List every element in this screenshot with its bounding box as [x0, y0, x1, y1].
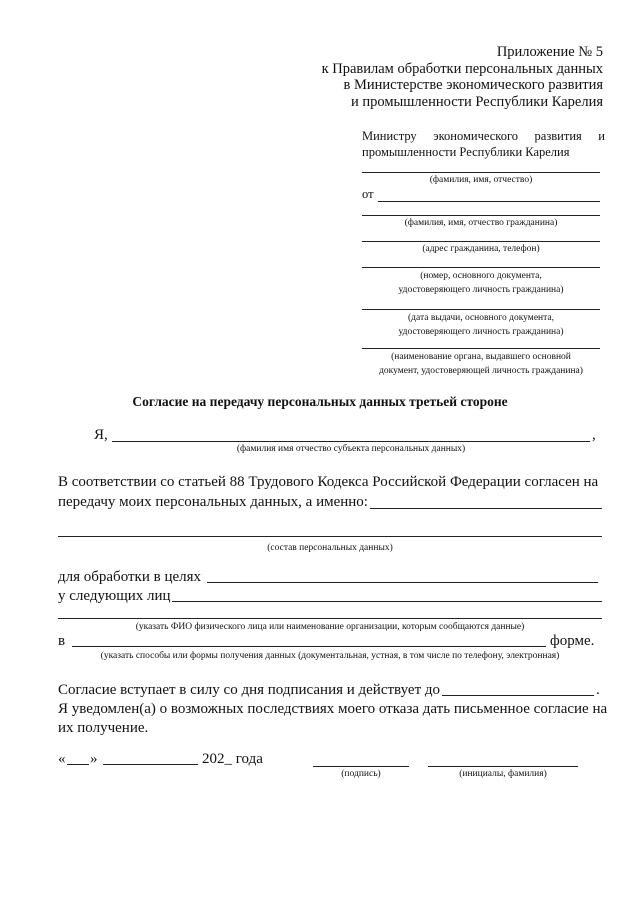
- citizen-name-caption: (фамилия, имя, отчество гражданина): [404, 218, 558, 228]
- para2-text: Согласие вступает в силу со дня подписания и действует до: [58, 682, 441, 698]
- initials-caption: (инициалы, фамилия): [459, 769, 547, 779]
- citizen-name-field-2[interactable]: [362, 215, 600, 216]
- para1-line-1: В соответствии со статьей 88 Трудового Кодекса Российской Федерации согласен на: [58, 474, 599, 490]
- appendix-line-2: к Правилам обработки персональных данных: [321, 60, 603, 77]
- persons-field-1[interactable]: [172, 601, 602, 602]
- appendix-line-3: в Министерстве экономического развития: [343, 77, 603, 93]
- data-list-field-1[interactable]: [370, 508, 602, 509]
- subject-name-field[interactable]: [112, 441, 590, 442]
- subject-name-caption: (фамилия имя отчество субъекта персональных данных): [236, 444, 466, 454]
- issuer-caption-1: (наименование органа, выдавшего основной: [391, 352, 571, 362]
- appendix-line-4: и промышленности Республики Карелия: [350, 93, 603, 110]
- para3-text: Я уведомлен(а) о возможных последствиях моего отказа дать письменное согласие на их получение.: [58, 701, 608, 736]
- composition-caption: (состав персональных данных): [267, 543, 393, 553]
- i-label: Я,: [94, 427, 108, 443]
- appendix-number: Приложение № 5: [496, 44, 603, 60]
- address-caption: (адрес гражданина, телефон): [422, 244, 540, 254]
- address-field[interactable]: [362, 241, 600, 242]
- persons-label: у следующих лиц: [58, 588, 171, 604]
- document-title: Согласие на передачу персональных данных третьей стороне: [132, 394, 508, 409]
- year-label: 202_ года: [202, 751, 263, 767]
- minister-name-field[interactable]: [362, 172, 600, 173]
- citizen-name-field-1[interactable]: [378, 201, 600, 202]
- issuer-caption-2: документ, удостоверяющей личность гражданина): [379, 366, 583, 376]
- minister-name-caption: (фамилия, имя, отчество): [429, 175, 533, 185]
- valid-until-field[interactable]: [442, 695, 594, 696]
- purpose-field[interactable]: [207, 582, 598, 583]
- doc-number-caption-1: (номер, основного документа,: [420, 271, 542, 281]
- in-label: в: [58, 633, 66, 649]
- doc-number-caption-2: удостоверяющего личность гражданина): [398, 285, 564, 295]
- from-label: от: [362, 187, 374, 201]
- methods-field[interactable]: [72, 646, 546, 647]
- i-comma: ,: [592, 427, 596, 443]
- issue-date-field[interactable]: [362, 309, 600, 310]
- persons-field-2[interactable]: [58, 618, 602, 619]
- date-quote-close: »: [90, 751, 98, 767]
- methods-caption: (указать способы или формы получения данных (документальная, устная, в том числе по телефону, электронная): [100, 651, 560, 661]
- addressee-block: [362, 128, 605, 160]
- para1-line-2: передачу моих персональных данных, а именно:: [58, 494, 368, 510]
- issue-date-caption-2: удостоверяющего личность гражданина): [398, 327, 564, 337]
- form-label: форме.: [550, 633, 595, 649]
- para2-dot: .: [596, 682, 600, 698]
- addressee-line-2: промышленности Республики Карелия: [362, 145, 570, 159]
- day-field[interactable]: [67, 764, 89, 765]
- appendix-header: [322, 44, 603, 110]
- issuer-field[interactable]: [362, 348, 600, 349]
- date-quote-open: «: [58, 751, 66, 767]
- doc-number-field[interactable]: [362, 267, 600, 268]
- initials-field[interactable]: [428, 766, 578, 767]
- signature-caption: (подпись): [341, 769, 381, 779]
- persons-caption: (указать ФИО физического лица или наименование организации, которым сообщаются данные): [135, 622, 525, 632]
- purpose-label: для обработки в целях: [58, 569, 202, 585]
- issue-date-caption-1: (дата выдачи, основного документа,: [408, 313, 554, 323]
- data-list-field-2[interactable]: [58, 536, 602, 537]
- month-field[interactable]: [103, 764, 198, 765]
- signature-field[interactable]: [313, 766, 409, 767]
- addressee-line-1: Министру экономического развития и: [362, 129, 605, 143]
